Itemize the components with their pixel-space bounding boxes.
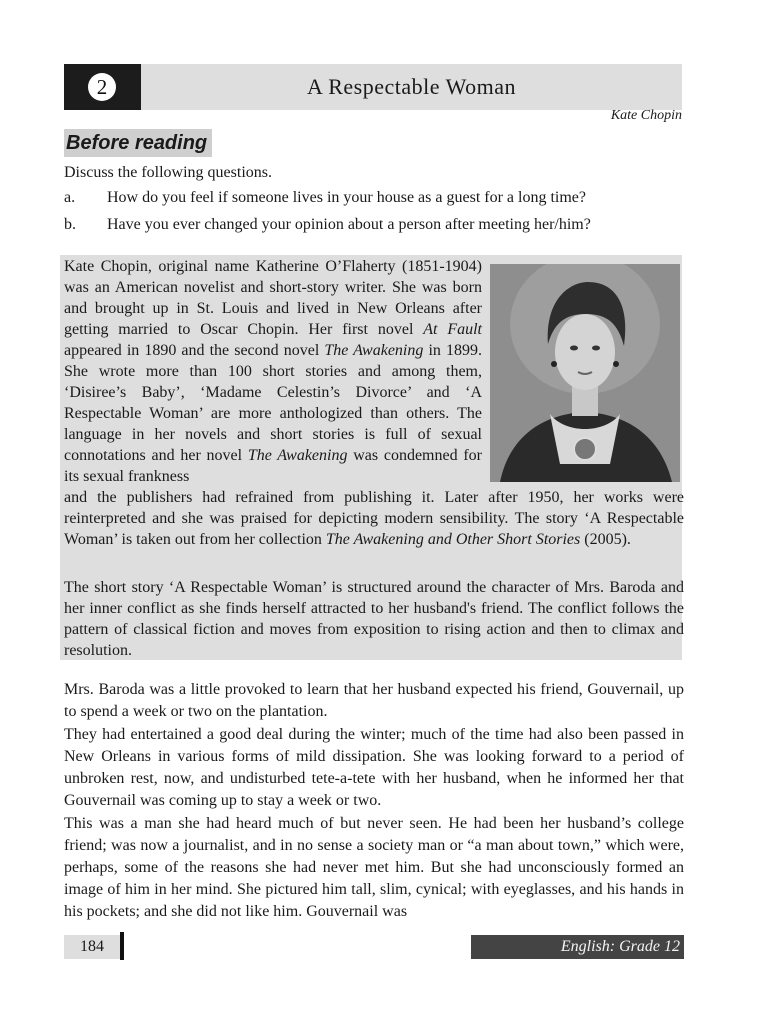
bio-text-beside-photo bbox=[64, 256, 482, 487]
author-bio-paragraph bbox=[64, 256, 684, 550]
bio-text: was condemned for its sexual frankness bbox=[64, 447, 482, 485]
chapter-header bbox=[64, 64, 682, 110]
question-label: a. bbox=[64, 189, 76, 206]
chapter-title: A Respectable Woman bbox=[307, 74, 516, 99]
author-name: Kate Chopin bbox=[610, 108, 682, 123]
bio-text: appeared in 1890 and the second novel bbox=[64, 342, 325, 359]
bio-text: Kate Chopin, original name Katherine O’Flaherty (1851-1904) was an American novelist and short-story writer. She was born and brought up in St. Louis and lived in New Orleans after getting married to Oscar Chopin. Her first novel bbox=[64, 258, 482, 338]
story-structure-paragraph: The short story ‘A Respectable Woman’ is structured around the character of Mrs. Baroda and her inner conflict as she finds herself attracted to her husband's friend. The conflict follows the pattern of classical fiction and moves from exposition to rising action and then to climax and resolution. bbox=[64, 579, 684, 659]
bio-text: (2005). bbox=[580, 531, 631, 548]
discussion-intro: Discuss the following questions. bbox=[64, 164, 272, 181]
question-text: How do you feel if someone lives in your house as a guest for a long time? bbox=[107, 189, 586, 206]
bio-text: in 1899. She wrote more than 100 short stories and among them, ‘Disiree’s Baby’, ‘Madame Celestin’s Divorce’ and ‘A Respectable Woman’ are more anthologized than others. The language in her novels and short stories is full of sexual connotations and her novel bbox=[64, 342, 482, 464]
collection-title: The Awakening and Other Short Stories bbox=[325, 531, 581, 548]
novel-title: The Awakening bbox=[247, 447, 348, 464]
question-label: b. bbox=[64, 216, 76, 233]
question-b bbox=[64, 216, 591, 234]
question-a bbox=[64, 189, 586, 207]
story-paragraph-1: Mrs. Baroda was a little provoked to learn that her husband expected his friend, Gouvernail, up to spend a week or two on the plantation. bbox=[64, 681, 684, 720]
book-title-footer: English: Grade 12 bbox=[471, 935, 684, 959]
story-paragraph-3: This was a man she had heard much of but never seen. He had been her husband’s college friend; was now a journalist, and in no sense a society man or “a man about town,” which were, perhaps, some of the reasons she had never met him. But she had unconsciously formed an image of him in her mind. She pictured him tall, slim, cynical; with eyeglasses, and his hands in his pockets; and she did not like him. Gouvernail was bbox=[64, 815, 684, 920]
question-text: Have you ever changed your opinion about a person after meeting her/him? bbox=[107, 216, 591, 233]
before-reading-heading: Before reading bbox=[64, 129, 212, 157]
chapter-number-box bbox=[64, 64, 141, 110]
page-number-rule bbox=[120, 932, 124, 960]
page-number: 184 bbox=[64, 935, 120, 959]
story-paragraph-2: They had entertained a good deal during the winter; much of the time had also been passed in New Orleans in various forms of mild dissipation. She was looking forward to a period of unbroken rest, now, and undisturbed tete-a-tete with her husband, when he informed her that Gouvernail was coming up to stay a week or two. bbox=[64, 726, 684, 809]
chapter-number: 2 bbox=[88, 73, 116, 101]
novel-title: At Fault bbox=[423, 321, 482, 338]
bio-text: and the publishers had refrained from publishing it. Later after 1950, her works were reinterpreted and she was praised for depicting modern sensibility. The story ‘A Respectable Woman’ is taken out from her collection bbox=[64, 489, 684, 548]
novel-title: The Awakening bbox=[324, 342, 424, 359]
